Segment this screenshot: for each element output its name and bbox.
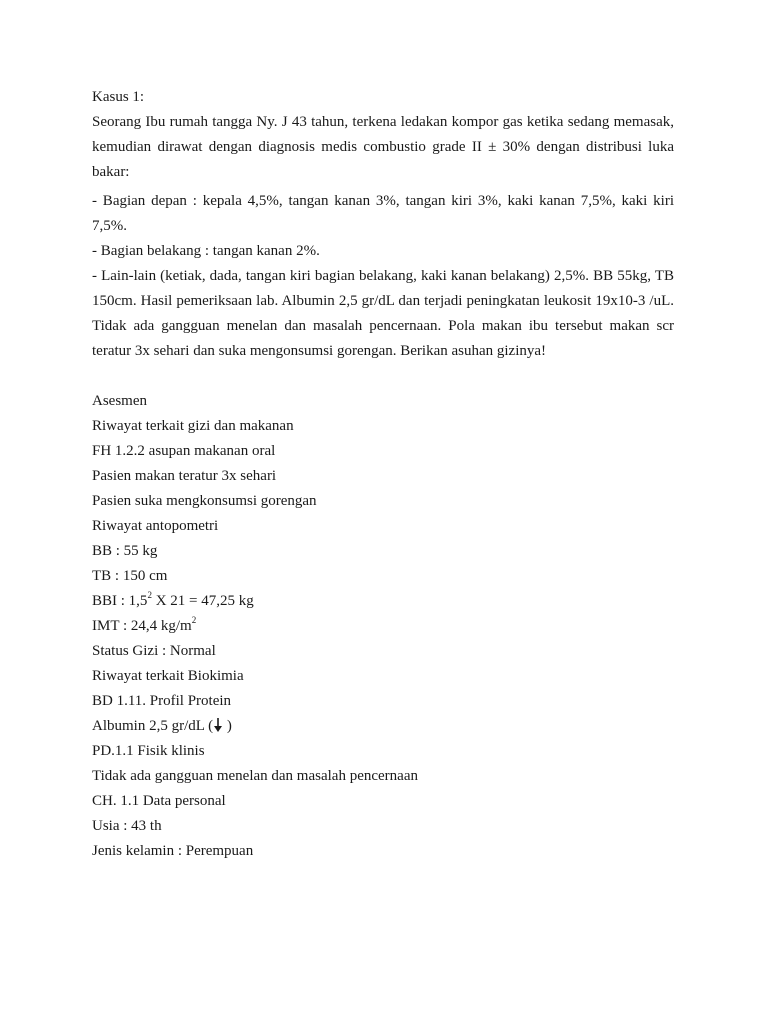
document-page (92, 0, 674, 864)
anthropometry-title: Riwayat antopometri (92, 518, 219, 534)
pd-item: Tidak ada gangguan menelan dan masalah pencernaan (92, 768, 418, 784)
body-weight: BB : 55 kg (92, 543, 158, 559)
paragraph-gap (92, 364, 674, 389)
arrow-down-icon (213, 717, 223, 733)
case-intro-paragraph: Seorang Ibu rumah tangga Ny. J 43 tahun, terkena ledakan kompor gas ketika sedang memasak, kemudian dirawat dengan diagnosis medis combustio grade II ± 30% dengan distribusi luka bakar: (92, 114, 674, 180)
body-mass-index (92, 614, 674, 639)
albumin-suffix: ) (223, 718, 232, 734)
fh-item-fried-food: Pasien suka mengkonsumsi gorengan (92, 493, 317, 509)
bbi-prefix: BBI : 1,5 (92, 593, 148, 609)
fh-code: FH 1.2.2 asupan makanan oral (92, 443, 276, 459)
assessment-title: Asesmen (92, 393, 147, 409)
ch-code: CH. 1.1 Data personal (92, 793, 226, 809)
ideal-body-weight (92, 589, 674, 614)
pd-code: PD.1.1 Fisik klinis (92, 743, 205, 759)
imt-exponent: 2 (191, 615, 197, 625)
albumin-value (92, 714, 674, 739)
albumin-prefix: Albumin 2,5 gr/dL ( (92, 718, 214, 734)
imt-prefix: IMT : 24,4 kg/m (92, 618, 192, 634)
bd-code: BD 1.11. Profil Protein (92, 693, 232, 709)
front-burn-distribution: - Bagian depan : kepala 4,5%, tangan kanan 3%, tangan kiri 3%, kaki kanan 7,5%, kaki kiri 7,5%. (92, 193, 674, 234)
nutrition-status: Status Gizi : Normal (92, 643, 216, 659)
fh-item-meal-frequency: Pasien makan teratur 3x sehari (92, 468, 277, 484)
food-history-title: Riwayat terkait gizi dan makanan (92, 418, 294, 434)
sex: Jenis kelamin : Perempuan (92, 843, 254, 859)
biochemistry-title: Riwayat terkait Biokimia (92, 668, 244, 684)
case-title: Kasus 1: (92, 89, 145, 105)
bbi-suffix: X 21 = 47,25 kg (151, 593, 254, 609)
back-burn-distribution: - Bagian belakang : tangan kanan 2%. (92, 243, 320, 259)
body-height: TB : 150 cm (92, 568, 168, 584)
other-burn-and-case-details: - Lain-lain (ketiak, dada, tangan kiri bagian belakang, kaki kanan belakang) 2,5%. BB 55kg, TB 150cm. Hasil pemeriksaan lab. Albumin 2,5 gr/dL dan terjadi peningkatan leukosit 19x10-3 /uL. Tidak ada gangguan menelan dan masalah pencernaan. Pola makan ibu tersebut makan scr teratur 3x sehari dan suka mengonsumsi gorengan. Berikan asuhan gizinya! (92, 268, 674, 359)
age: Usia : 43 th (92, 818, 162, 834)
bbi-exponent: 2 (147, 590, 152, 600)
